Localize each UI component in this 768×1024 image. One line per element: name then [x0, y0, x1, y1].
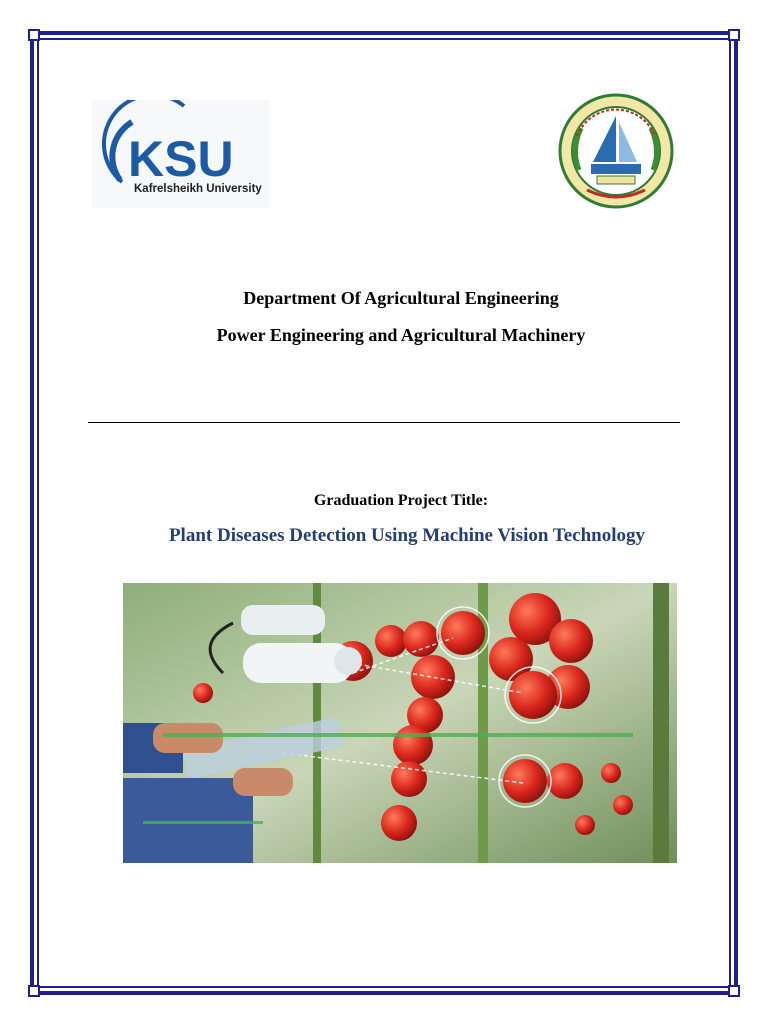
corner-ornament: [28, 985, 40, 997]
university-name: Kafrelsheikh University: [134, 183, 262, 195]
robot-arm-tomato-scan-image: [123, 583, 677, 863]
corner-ornament: [728, 985, 740, 997]
divider: [88, 422, 680, 423]
project-title: Plant Diseases Detection Using Machine Vision Technology: [168, 525, 646, 546]
project-label: Graduation Project Title:: [313, 492, 489, 509]
corner-ornament: [728, 29, 740, 41]
university-logo: [92, 100, 270, 208]
department-division: Power Engineering and Agricultural Machinery: [216, 325, 586, 345]
university-abbr: KSU: [128, 131, 234, 187]
corner-ornament: [28, 29, 40, 41]
department-name: Department Of Agricultural Engineering: [243, 288, 559, 308]
faculty-seal-icon: [557, 92, 675, 210]
